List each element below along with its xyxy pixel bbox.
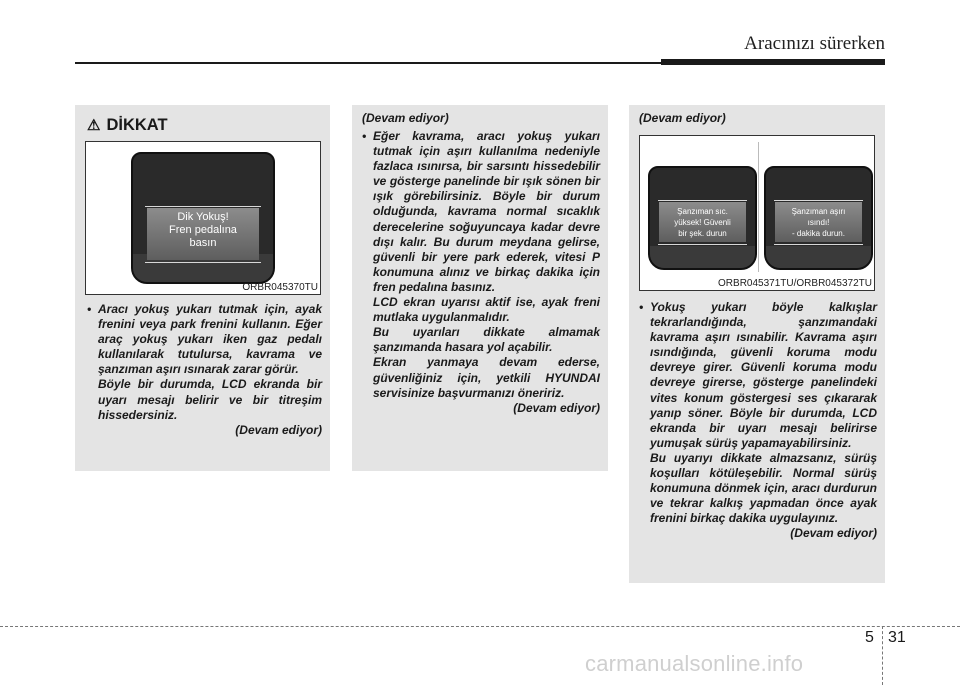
header-rule [75,62,661,64]
caution-bullet: • Aracı yokuş yukarı tutmak için, ayak frenini veya park frenini kullanın. Eğer araç yokuş yukarı iken gaz pedalı kullanılarak tutulursa, kavrama ve şanzıman aşırı ısınarak zarar görür. [85,302,322,377]
caution-text [85,302,322,438]
warning-triangle-icon: ⚠ [87,117,101,134]
footer-rule [0,626,960,627]
caution-paragraph: Böyle bir durumda, LCD ekranda bir uyarı mesajı belirir ve bir titreşim hissedersiniz. [98,377,322,422]
header-title: Aracınızı sürerken [744,33,885,54]
lcd-cluster-image [131,152,275,284]
overheat-paragraph: Bu uyarıyı dikkate almazsanız, sürüş koşulları kötüleşebilir. Normal sürüş konumuna dönmek için, aracı durdurun ve tekrar kalkış yapmadan önce ayak frenini birkaç dakika uygulayınız. [650,450,877,526]
lcd-line: bir şek. durun [678,229,727,238]
continued-label: (Devam ediyor) [235,422,322,437]
lcd-warning-paragraph: LCD ekran uyarısı aktif ise, ayak freni mutlaka uygulanmalıdır. [373,295,600,325]
lcd-line: yüksek! Güvenli [674,218,731,227]
caution-heading [87,116,168,135]
lcd-line: Dik Yokuş! [177,211,229,223]
caution-panel-continued-2 [629,105,885,583]
lcd-line: Şanzıman aşırı [791,207,846,216]
header-rule-thick [661,59,885,65]
lcd-line: ısındı! [807,218,830,227]
clutch-bullet: • Eğer kavrama, aracı yokuş yukarı tutmak için aşırı kullanılma nedeniyle fazlaca ısınırsa, bir sarsıntı hissedebilir ve gösterge panelinde bir ışık sönen bir ışık görebilirsiniz. Böyle bir durum olduğunda, kavrama normal sıcaklık derecelerine soğuyuncaya kadar devre dışı kalır. Bu durum meydana gelirse, güvenli bir yere park ederek, vitesi P konumuna alınız ve birkaç dakika için fren pedalına basınız. [360,129,600,295]
footer-divider [882,626,883,685]
lcd-line: basın [189,237,217,249]
lcd-line: - dakika durun. [792,229,845,238]
overheat-text [637,300,877,542]
continued-top-label: (Devam ediyor) [362,111,449,125]
caution-panel-continued [352,105,608,471]
caution-panel [75,105,330,471]
figure-code: ORBR045370TU [242,282,318,293]
hill-warning-figure [85,141,321,295]
lcd-message-right [775,202,862,242]
figure-code: ORBR045371TU/ORBR045372TU [718,278,872,289]
caution-title: DİKKAT [106,116,168,134]
continued-label: (Devam ediyor) [790,526,877,541]
overheat-warning-figure [639,135,875,291]
watermark: carmanualsonline.info [585,651,804,676]
lcd-cluster-image-left [648,166,757,270]
lcd-cluster-image-right [764,166,873,270]
section-number: 5 [865,629,874,646]
page-number: 31 [888,629,906,646]
service-paragraph: Ekran yanmaya devam ederse, güvenliğiniz için, yetkili HYUNDAI servisinize başvurmanızı öneririz. [373,355,600,400]
continued-label: (Devam ediyor) [513,400,600,415]
lcd-message-left [659,202,746,242]
continued-top-label: (Devam ediyor) [639,111,726,125]
lcd-message [147,208,259,260]
lcd-line: Şanzıman sıc. [677,207,728,216]
damage-paragraph: Bu uyarıları dikkate almamak şanzımanda hasara yol açabilir. [373,325,600,355]
overheat-bullet: • Yokuş yukarı böyle kalkışlar tekrarlandığında, şanzımandaki kavrama aşırı ısınabilir. Kavrama aşırı ısındığında, güvenli koruma modu devreye girer. Güvenli koruma modu devreye girerse, gösterge panelindeki vites konum göstergesi ses çıkararak yanıp söner. Böyle bir durumda, LCD ekranda bir uyarı mesajı belirirse yumuşak sürüş yapamayabilirsiniz. [637,300,877,451]
lcd-line: Fren pedalına [169,224,237,236]
continued-text [360,129,600,416]
